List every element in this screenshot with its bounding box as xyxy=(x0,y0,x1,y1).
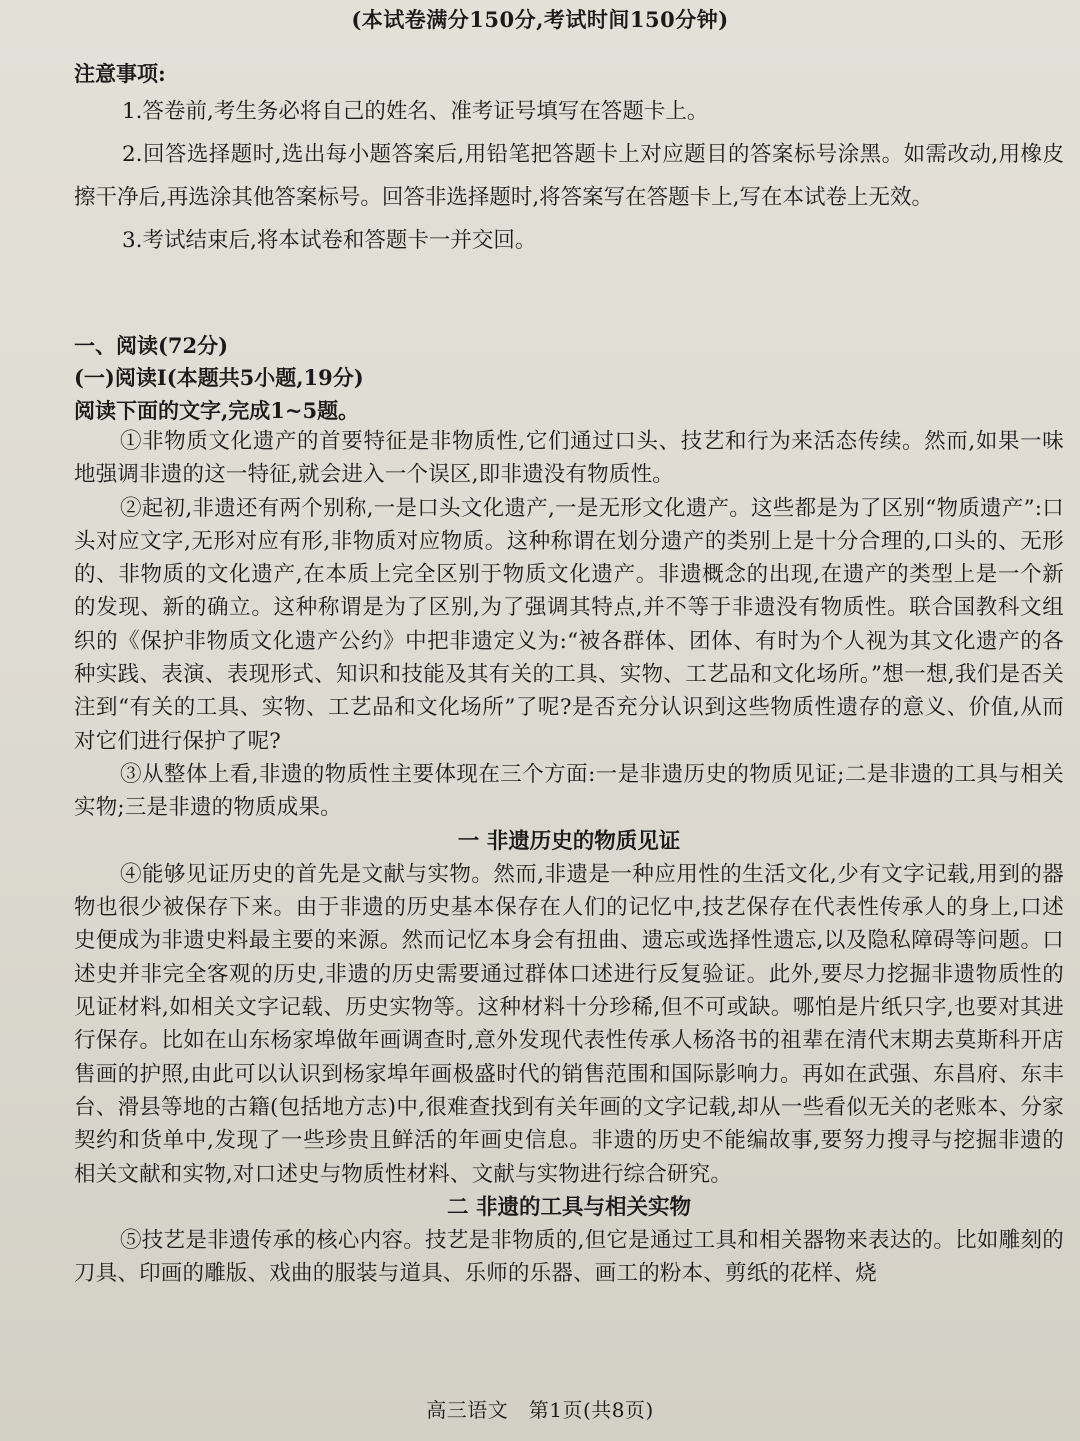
reading-passage xyxy=(74,425,1064,1291)
note-item: 3.考试结束后,将本试卷和答题卡一并交回。 xyxy=(122,228,537,253)
section-title: 一、阅读(72分) xyxy=(74,333,229,358)
note-item: 1.答卷前,考生务必将自己的姓名、准考证号填写在答题卡上。 xyxy=(122,99,709,124)
notes-list xyxy=(74,90,1064,262)
passage-paragraph: ③从整体上看,非遗的物质性主要体现在三个方面:一是非遗历史的物质见证;二是非遗的工具与相关实物;三是非遗的物质成果。 xyxy=(74,761,1064,821)
passage-paragraph: ④能够见证历史的首先是文献与实物。然而,非遗是一种应用性的生活文化,少有文字记载,用到的器物也很少被保存下来。由于非遗的历史基本保存在人们的记忆中,技艺保存在代表性传承人的身上,口述史便成为非遗史料最主要的来源。然而记忆本身会有扭曲、遗忘或选择性遗忘,以及隐私障碍等问题。口述史并非完全客观的历史,非遗的历史需要通过群体口述进行反复验证。此外,要尽力挖掘非遗物质性的见证材料,如相关文字记载、历史实物等。这种材料十分珍稀,但不可或缺。哪怕是片纸只字,也要对其进行保存。比如在山东杨家埠做年画调查时,意外发现代表性传承人杨洛书的祖辈在清代末期去莫斯科开店售画的护照,由此可以认识到杨家埠年画极盛时代的销售范围和国际影响力。再如在武强、东昌府、东丰台、滑县等地的古籍(包括地方志)中,很难查找到有关年画的文字记载,却从一些看似无关的老账本、分家契约和货单中,发现了一些珍贵且鲜活的年画史信息。非遗的历史不能编故事,要努力搜寻与挖掘非遗的相关文献和实物,对口述史与物质性材料、文献与实物进行综合研究。 xyxy=(74,861,1064,1187)
note-item: 2.回答选择题时,选出每小题答案后,用铅笔把答题卡上对应题目的答案标号涂黑。如需改动,用橡皮擦干净后,再选涂其他答案标号。回答非选择题时,将答案写在答题卡上,写在本试卷上无效。 xyxy=(74,142,1064,210)
passage-paragraph: ②起初,非遗还有两个别称,一是口头文化遗产,一是无形文化遗产。这些都是为了区别“物质遗产”:口头对应文字,无形对应有形,非物质对应物质。这种称谓在划分遗产的类别上是十分合理的,口头的、无形的、非物质的文化遗产,在本质上完全区别于物质文化遗产。非遗概念的出现,在遗产的类型上是一个新的发现、新的确立。这种称谓是为了区别,为了强调其特点,并不等于非遗没有物质性。联合国教科文组织的《保护非物质文化遗产公约》中把非遗定义为:“被各群体、团体、有时为个人视为其文化遗产的各种实践、表演、表现形式、知识和技能及其有关的工具、实物、工艺品和文化场所。”想一想,我们是否关注到“有关的工具、实物、工艺品和文化场所”了呢?是否充分认识到这些物质性遗存的意义、价值,从而对它们进行保护了呢? xyxy=(74,495,1064,754)
passage-heading: 二 非遗的工具与相关实物 xyxy=(447,1194,691,1220)
passage-paragraph: ①非物质文化遗产的首要特征是非物质性,它们通过口头、技艺和行为来活态传续。然而,如果一味地强调非遗的这一特征,就会进入一个误区,即非遗没有物质性。 xyxy=(74,429,1064,488)
section-subtitle: (一)阅读Ⅰ(本题共5小题,19分) xyxy=(74,365,364,390)
passage-paragraph: ⑤技艺是非遗传承的核心内容。技艺是非物质的,但它是通过工具和相关器物来表达的。比如雕刻的刀具、印画的雕版、戏曲的服装与道具、乐师的乐器、画工的粉本、剪纸的花样、烧 xyxy=(74,1228,1064,1287)
exam-info: (本试卷满分150分,考试时间150分钟) xyxy=(351,7,729,32)
section-instruction: 阅读下面的文字,完成1~5题。 xyxy=(74,398,360,423)
notes-title: 注意事项: xyxy=(74,61,166,86)
page-footer: 高三语文 第1页(共8页) xyxy=(426,1398,654,1422)
passage-heading: 一 非遗历史的物质见证 xyxy=(457,828,681,854)
